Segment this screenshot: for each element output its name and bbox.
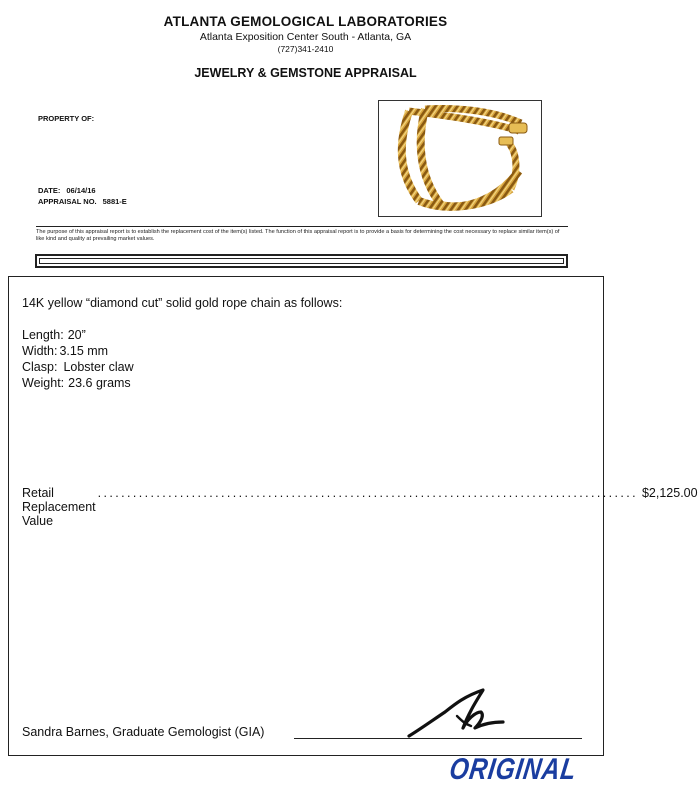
spec-label: Clasp: [22,360,58,374]
retail-value-label: Retail Replacement Value [22,486,96,528]
retail-value-row [22,486,698,528]
lab-name: ATLANTA GEMOLOGICAL LABORATORIES [163,14,448,29]
item-description: 14K yellow “diamond cut” solid gold rope chain as follows: [22,296,343,310]
dot-leader: ............................................................................................ [97,486,638,500]
document-title: JEWELRY & GEMSTONE APPRAISAL [194,66,417,80]
divider-rule [36,226,568,227]
gold-rope-chain-photo-icon [379,101,541,216]
spec-label: Width: [22,344,58,358]
appraiser-name: Sandra Barnes, Graduate Gemologist (GIA) [22,725,265,739]
spec-label: Weight: [22,376,65,390]
spec-label: Length: [22,328,64,342]
appraisal-number-label: APPRAISAL NO. [38,197,97,206]
spec-value: 23.6 grams [68,376,131,390]
retail-value-amount: $2,125.00 [641,486,698,500]
spec-width [22,344,108,358]
spec-value: 20” [67,328,86,342]
spec-weight [22,376,131,390]
double-rule-bar [35,254,568,268]
spec-value: Lobster claw [63,360,134,374]
purpose-statement: The purpose of this appraisal report is to establish the replacement cost of the item(s) listed. The function of this appraisal report is to provide a basis for determining the cost necessary to replace similar item(s) of like kind and quality at prevailing market values. [36,229,560,243]
lab-phone: (727)341-2410 [277,44,334,54]
date-value: 06/14/16 [66,186,96,195]
spec-length [22,328,86,342]
original-stamp: ORIGINAL [447,753,579,786]
handwritten-signature-icon [405,686,515,742]
item-photo [378,100,542,217]
appraisal-number-value: 5881-E [102,197,127,206]
property-of-label: PROPERTY OF: [38,114,95,123]
date-label: DATE: [38,186,61,195]
appraisal-number-line [38,197,127,206]
spec-clasp [22,360,134,374]
lab-address: Atlanta Exposition Center South - Atlanta, GA [199,31,412,43]
date-line [38,186,96,195]
spec-value: 3.15 mm [59,344,109,358]
